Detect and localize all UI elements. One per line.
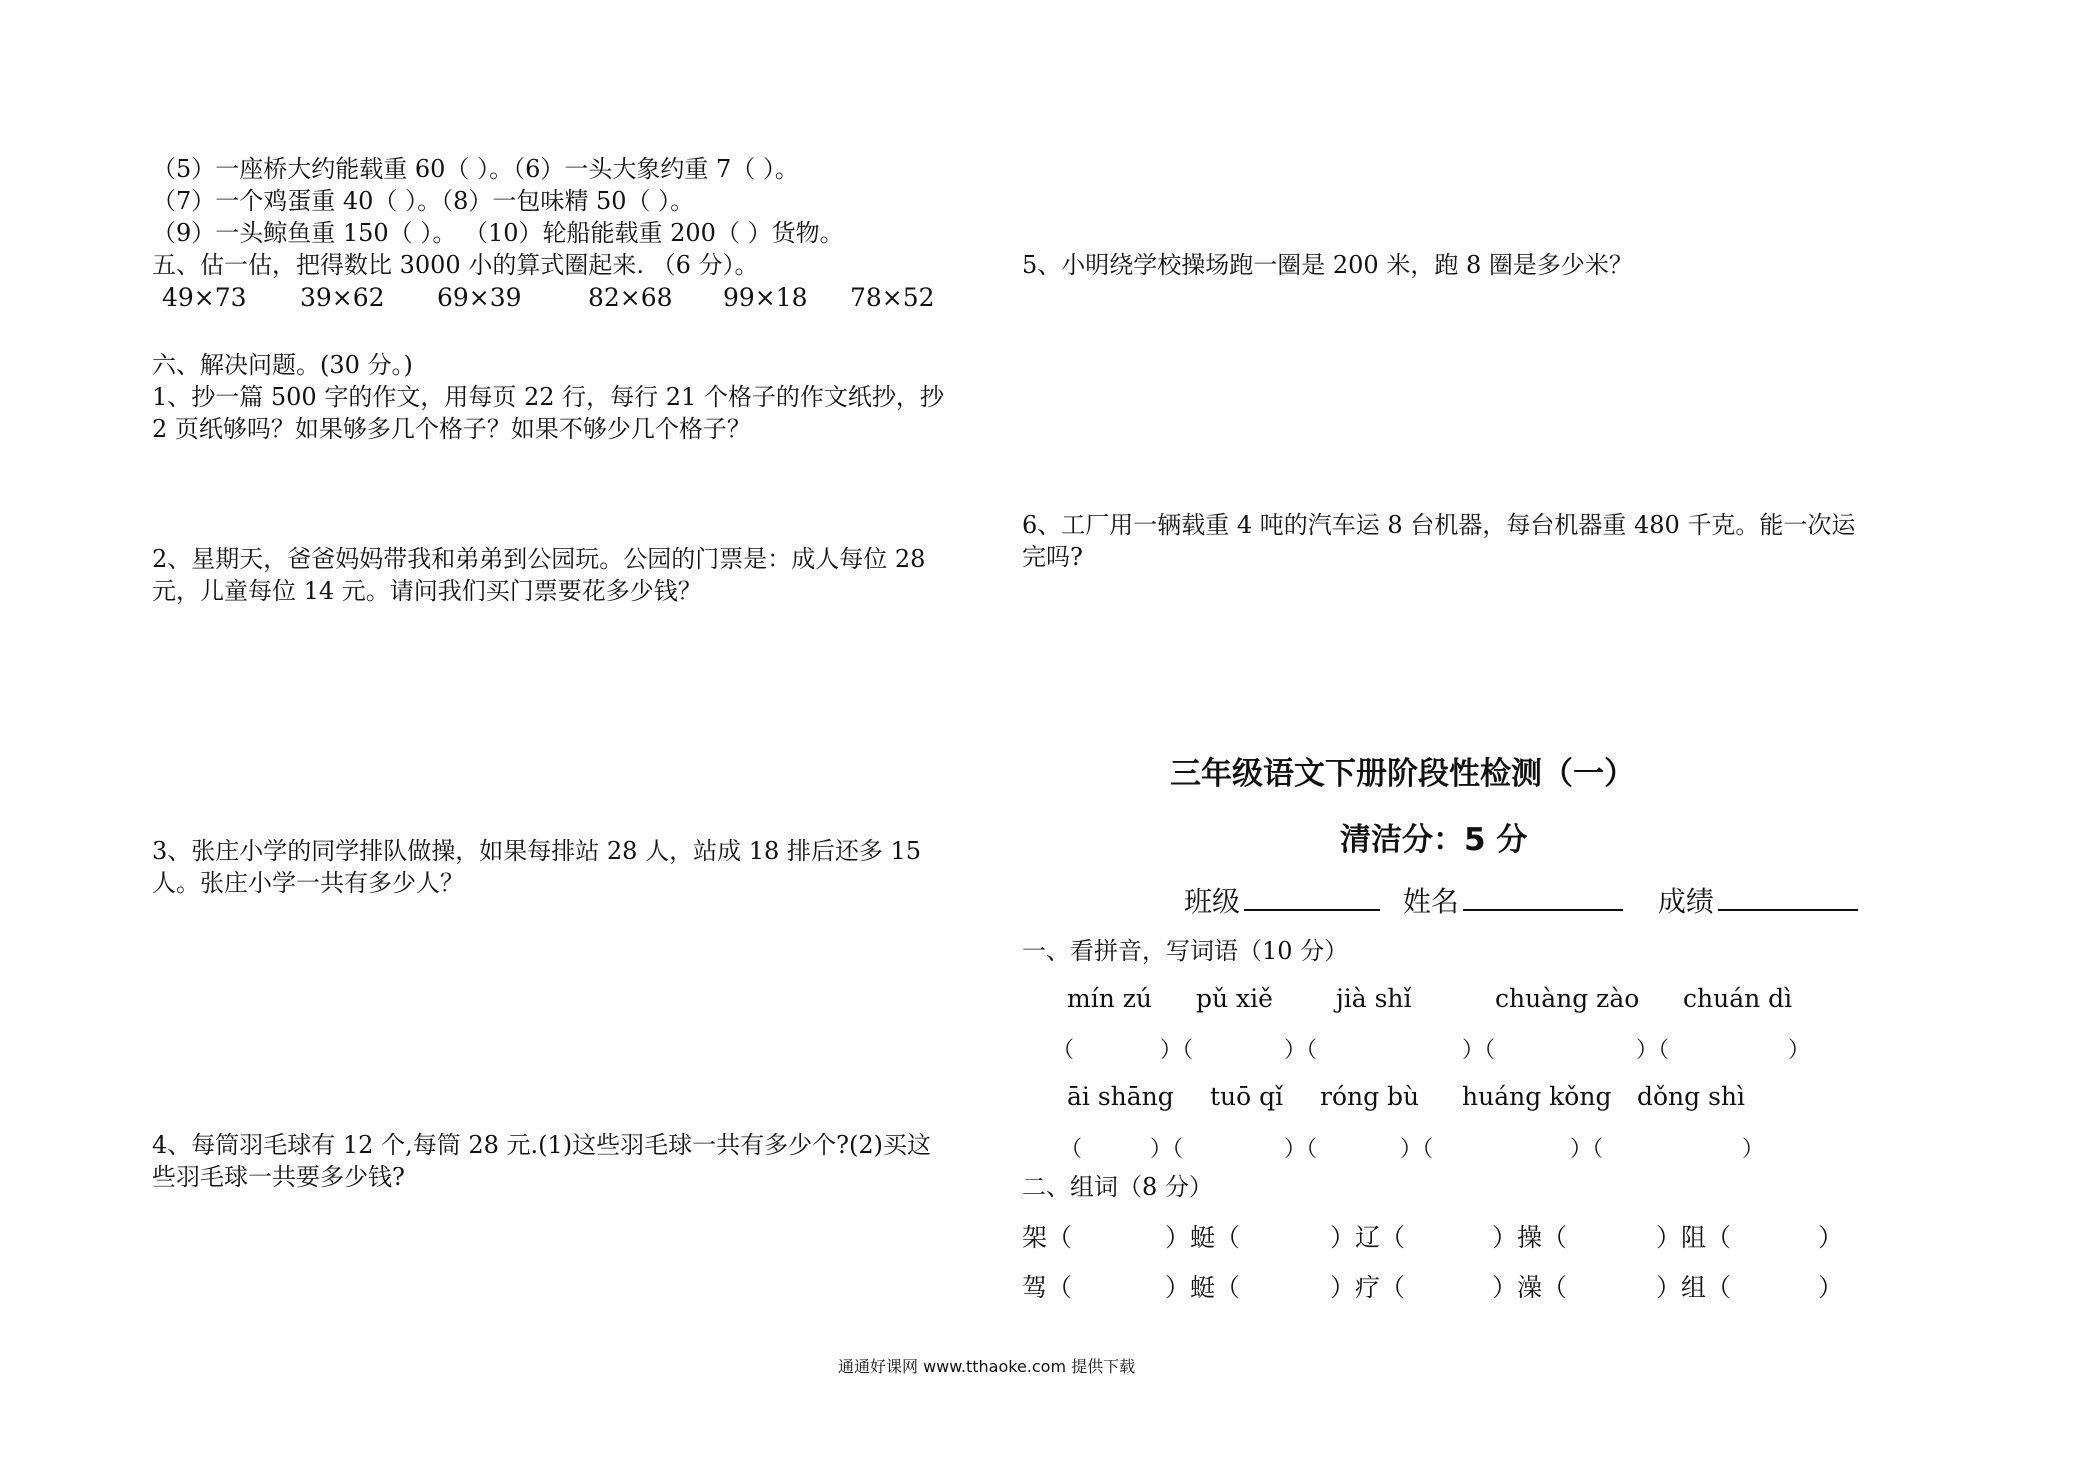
question-3-line-2: 人。张庄小学一共有多少人？ (152, 869, 464, 897)
exam-title: 三年级语文下册阶段性检测（一） (1170, 756, 1635, 792)
question-5: 5、小明绕学校操场跑一圈是 200 米，跑 8 圈是多少米？ (1022, 251, 1633, 279)
clean-score: 清洁分：5 分 (1340, 822, 1528, 858)
answer-box[interactable]: ）（ (1284, 1137, 1318, 1162)
zuci-item: ） (1818, 1223, 1844, 1252)
question-4-line-2: 些羽毛球一共要多少钱? (152, 1163, 405, 1191)
score-label: 成绩 (1657, 885, 1714, 918)
part1-title: 一、看拼音，写词语（10 分） (1022, 937, 1349, 965)
zuci-item: 架（ (1022, 1223, 1073, 1252)
answer-box[interactable]: ）（ (1284, 1038, 1318, 1063)
answer-box[interactable]: ）（ (1400, 1137, 1434, 1162)
class-label: 班级 (1184, 885, 1241, 918)
zuci-item: ）组（ (1656, 1273, 1732, 1302)
expression: 49×73 (162, 283, 247, 312)
zuci-item: 驾（ (1022, 1273, 1073, 1302)
section5-title: 五、估一估，把得数比 3000 小的算式圈起来. （6 分）。 (152, 251, 759, 279)
question-4-line-1: 4、每筒羽毛球有 12 个,每筒 28 元.(1)这些羽毛球一共有多少个?(2)买这 (152, 1131, 931, 1159)
pinyin: huáng kǒng (1462, 1082, 1612, 1111)
answer-box[interactable]: ）（ (1462, 1038, 1496, 1063)
answer-box[interactable]: （ (1052, 1038, 1075, 1063)
question-2-line-2: 元，儿童每位 14 元。请问我们买门票要花多少钱？ (152, 577, 702, 605)
answer-box[interactable]: （ (1060, 1137, 1083, 1162)
zuci-item: ）疗（ (1330, 1273, 1406, 1302)
pinyin: pǔ xiě (1196, 984, 1273, 1013)
answer-box[interactable]: ） (1742, 1137, 1765, 1162)
answer-box[interactable]: ）（ (1570, 1137, 1604, 1162)
question-1-line-2: 2 页纸够吗？如果够多几个格子？如果不够少几个格子？ (152, 415, 751, 443)
pinyin: róng bù (1320, 1082, 1420, 1111)
zuci-item: ）辽（ (1330, 1223, 1406, 1252)
name-field[interactable] (1463, 885, 1623, 911)
question-6-line-2: 完吗? (1022, 543, 1083, 571)
pinyin: jià shǐ (1336, 984, 1412, 1013)
zuci-item: ）操（ (1492, 1223, 1568, 1252)
zuci-item: ）蜓（ (1165, 1223, 1241, 1252)
units-line-1: （5）一座桥大约能载重 60（ ）。（6）一头大象约重 7（ ）。 (152, 155, 799, 183)
answer-box[interactable]: ）（ (1150, 1137, 1184, 1162)
question-2-line-1: 2、星期天，爸爸妈妈带我和弟弟到公园玩。公园的门票是：成人每位 28 (152, 545, 926, 573)
zuci-item: ）阻（ (1656, 1223, 1732, 1252)
pinyin: āi shāng (1067, 1082, 1174, 1111)
student-info-row (1184, 880, 1872, 920)
expression: 78×52 (850, 283, 935, 312)
class-field[interactable] (1244, 885, 1380, 911)
units-line-2: （7）一个鸡蛋重 40（ ）。（8）一包味精 50（ ）。 (152, 187, 695, 215)
pinyin: chuán dì (1683, 984, 1793, 1013)
pinyin: mín zú (1067, 984, 1153, 1013)
zuci-item: ）澡（ (1492, 1273, 1568, 1302)
answer-box[interactable]: ）（ (1636, 1038, 1670, 1063)
answer-box[interactable]: ）（ (1160, 1038, 1194, 1063)
expression: 99×18 (723, 283, 808, 312)
pinyin: tuō qǐ (1210, 1082, 1284, 1111)
section6-title: 六、解决问题。(30 分。) (152, 351, 413, 379)
question-1-line-1: 1、抄一篇 500 字的作文，用每页 22 行，每行 21 个格子的作文纸抄，抄 (152, 383, 944, 411)
pinyin: dǒng shì (1637, 1082, 1746, 1111)
units-line-3: （9）一头鲸鱼重 150（ ）。 （10）轮船能载重 200（ ）货物。 (152, 219, 844, 247)
part2-title: 二、组词（8 分） (1022, 1173, 1213, 1201)
footer-credit: 通通好课网 www.tthaoke.com 提供下载 (838, 1357, 1136, 1376)
answer-box[interactable]: ） (1788, 1038, 1811, 1063)
zuci-item: ）蜓（ (1165, 1273, 1241, 1302)
score-field[interactable] (1718, 885, 1858, 911)
expression: 82×68 (588, 283, 673, 312)
name-label: 姓名 (1402, 885, 1459, 918)
expression: 39×62 (300, 283, 385, 312)
pinyin: chuàng zào (1495, 984, 1640, 1013)
question-3-line-1: 3、张庄小学的同学排队做操，如果每排站 28 人，站成 18 排后还多 15 (152, 837, 922, 865)
question-6-line-1: 6、工厂用一辆载重 4 吨的汽车运 8 台机器，每台机器重 480 千克。能一次运 (1022, 511, 1856, 539)
zuci-item: ） (1818, 1273, 1844, 1302)
expression: 69×39 (437, 283, 522, 312)
